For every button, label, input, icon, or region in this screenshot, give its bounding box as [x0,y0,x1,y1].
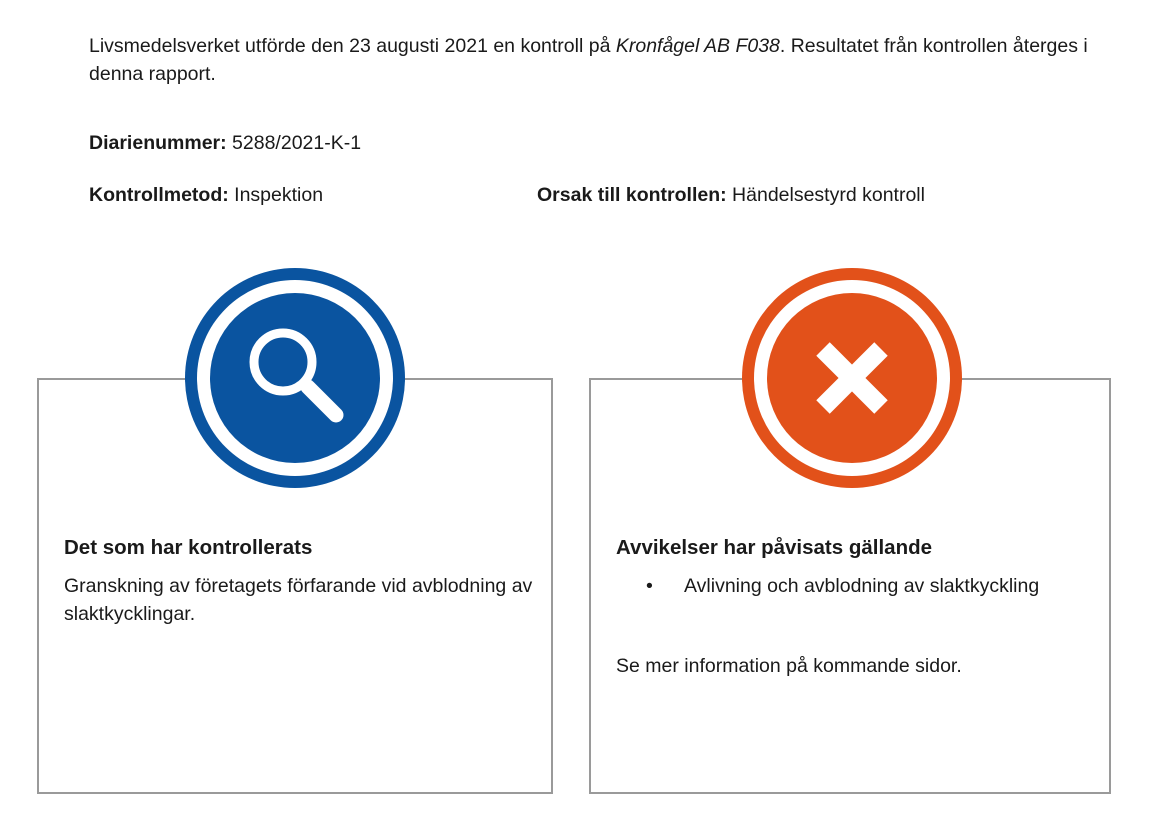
intro-text-before: Livsmedelsverket utförde den 23 augusti 2021 en kontroll på [89,35,616,57]
cross-icon [742,268,962,488]
diarienummer [89,131,361,155]
orsak-label: Orsak till kontrollen: [537,184,727,206]
deviations-title: Avvikelser har påvisats gällande [616,536,933,559]
diarienummer-value: 5288/2021-K-1 [232,132,362,154]
diarienummer-label: Diarienummer: [89,132,227,154]
cross-badge [742,268,962,488]
kontrollmetod-label: Kontrollmetod: [89,184,229,206]
kontrollmetod [89,183,323,207]
magnifier-badge [185,268,405,488]
intro-paragraph [89,32,1089,88]
magnifier-icon [185,268,405,488]
intro-text-after: . Resultatet från kontrollen återges i denna rapport. [89,35,1088,85]
controlled-items-title: Det som har kontrollerats [64,536,313,559]
controlled-items-text: Granskning av företagets förfarande vid avblodning av slaktkycklingar. [64,575,533,625]
orsak-value: Händelsestyrd kontroll [732,184,925,206]
orsak-till-kontrollen [537,183,925,207]
deviation-list-item [646,572,1039,600]
kontrollmetod-value: Inspektion [234,184,324,206]
deviation-item-text: Avlivning och avblodning av slaktkyckling [684,575,1040,597]
company-name: Kronfågel AB F038 [615,35,780,57]
bullet-icon: • [646,575,653,597]
more-info-text: Se mer information på kommande sidor. [616,655,962,677]
